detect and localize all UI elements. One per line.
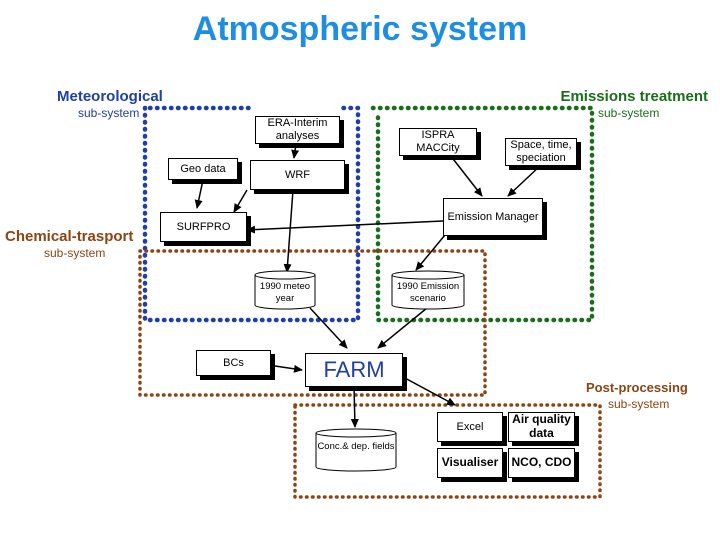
excel-box: Excel (437, 412, 503, 442)
arrow-emission-to-surfpro (247, 221, 443, 230)
chemical-sub-label: sub-system (44, 246, 106, 260)
era-interim-box: ERA-Interim analyses (255, 116, 340, 144)
arrow-geo-to-surfpro (197, 180, 203, 208)
air-quality-data-box: Air quality data (508, 412, 575, 442)
arrow-bcs-to-farm (275, 366, 302, 370)
arrow-farm-to-conc (354, 386, 355, 427)
arrow-wrf-to-surfpro (234, 190, 247, 212)
arrow-scenario-to-farm (378, 308, 427, 348)
chemical-label: Chemical-trasport (5, 228, 134, 245)
arrow-meteo-to-farm (310, 308, 347, 348)
meteorological-sub-label: sub-system (78, 106, 140, 120)
farm-box: FARM (305, 353, 403, 387)
page-title: Atmospheric system (192, 10, 528, 48)
arrow-wrf-to-meteo (287, 190, 293, 272)
wrf-box: WRF (250, 160, 345, 190)
emissions-sub-label: sub-system (598, 106, 660, 120)
arrow-era-to-wrf (294, 144, 296, 158)
emissions-label: Emissions treatment (560, 88, 708, 105)
nco-cdo-box: NCO, CDO (508, 448, 575, 478)
arrow-isp-to-emission (450, 155, 482, 196)
conc-dep-label: Conc.& dep. fields (317, 441, 395, 452)
arrow-space-to-emission (508, 165, 541, 196)
postprocessing-sub-label: sub-system (608, 397, 670, 411)
bcs-box: BCs (196, 350, 271, 376)
visualiser-box: Visualiser (437, 448, 503, 478)
emission-manager-box: Emission Manager (443, 198, 543, 236)
surfpro-box: SURFPRO (160, 212, 247, 242)
ispra-maccity-box: ISPRA MACCity (399, 128, 477, 156)
emission-scenario-label: 1990 Emission scenario (396, 281, 460, 305)
meteo-year-label: 1990 meteo year (259, 281, 311, 305)
postprocessing-label: Post-processing (586, 380, 688, 395)
geo-data-box: Geo data (168, 158, 238, 180)
space-time-speciation-box: Space, time, speciation (505, 138, 577, 166)
meteorological-label: Meteorological (57, 88, 163, 105)
arrow-farm-to-excel (403, 377, 455, 405)
